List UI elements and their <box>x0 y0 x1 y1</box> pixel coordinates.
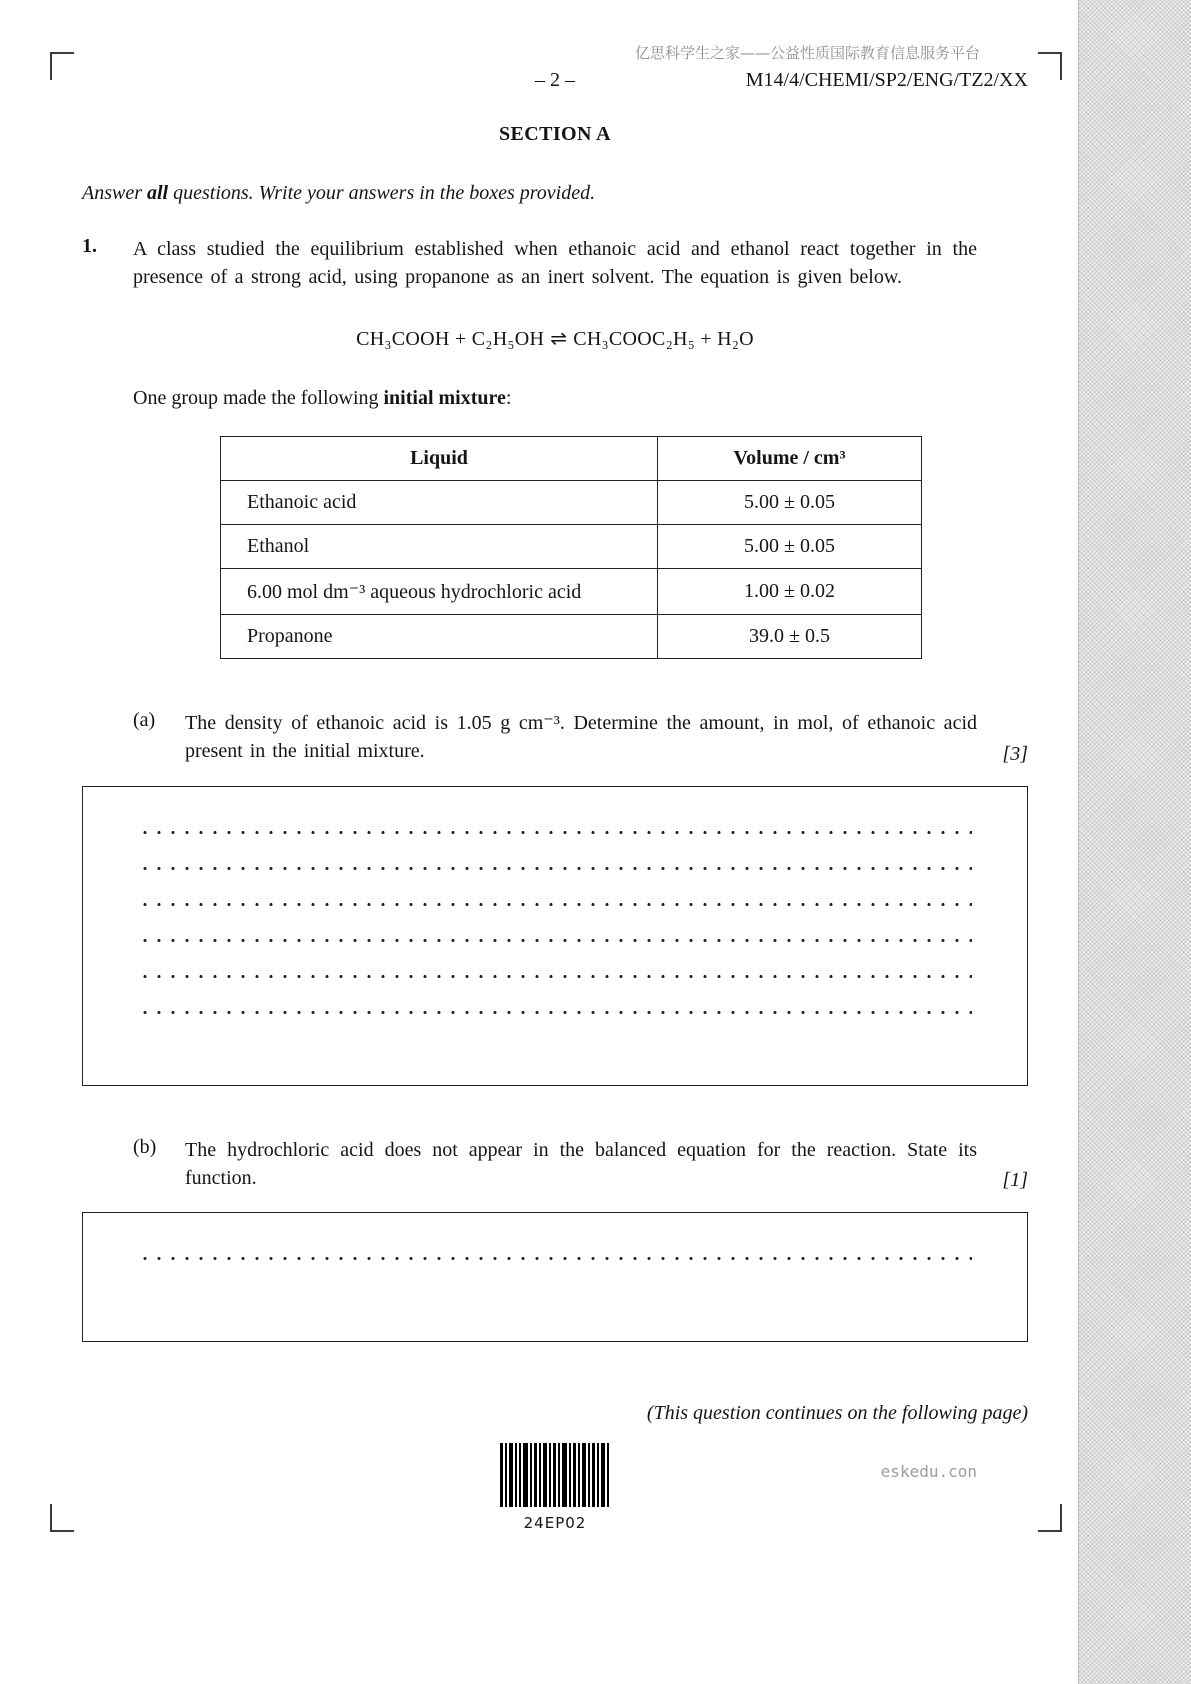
part-b-text: The hydrochloric acid does not appear in the balanced equation for the reaction. State its function. <box>185 1138 977 1189</box>
equation-left-side: CH₃COOH + C₂H₅OH <box>356 327 545 350</box>
question-1 <box>82 235 1028 292</box>
answer-box-part-b <box>82 1212 1028 1342</box>
mixture-prefix: One group made the following <box>133 386 384 409</box>
eskedu-watermark: eskedu.con <box>880 1462 977 1481</box>
equation-right-side: CH₃COOC₂H₅ + H₂O <box>573 327 754 350</box>
instructions-suffix: questions. Write your answers in the boxes provided. <box>168 182 596 204</box>
table-cell-volume: 5.00 ± 0.05 <box>658 480 922 524</box>
answer-line <box>138 831 972 834</box>
question-1a <box>82 709 1028 766</box>
table-row <box>221 480 922 524</box>
table-cell-volume: 1.00 ± 0.02 <box>658 568 922 614</box>
answer-line <box>138 903 972 906</box>
answer-box-part-a <box>82 786 1028 1086</box>
page-content <box>82 0 1028 1532</box>
answer-line <box>138 1257 972 1260</box>
table-header-row <box>221 436 922 480</box>
chemical-equation <box>82 326 1028 351</box>
instructions-prefix: Answer <box>82 182 147 204</box>
column-header-volume: Volume / cm³ <box>658 436 922 480</box>
answer-line <box>138 975 972 978</box>
instructions-line <box>82 182 1028 205</box>
part-a-label: (a) <box>133 708 156 731</box>
table-row <box>221 524 922 568</box>
chinese-watermark-header: 亿思科学生之家——公益性质国际教育信息服务平台 <box>634 44 980 62</box>
scanned-page-edge-texture <box>1078 0 1191 1684</box>
section-title: SECTION A <box>499 123 611 145</box>
page-number: – 2 – <box>535 69 575 91</box>
table-cell-volume: 5.00 ± 0.05 <box>658 524 922 568</box>
equilibrium-arrow: ⇌ <box>550 327 568 350</box>
crop-mark-top-left <box>50 52 74 80</box>
part-b-label: (b) <box>133 1135 157 1158</box>
table-cell-liquid: 6.00 mol dm⁻³ aqueous hydrochloric acid <box>221 568 658 614</box>
crop-mark-bottom-left <box>50 1504 74 1532</box>
table-cell-volume: 39.0 ± 0.5 <box>658 614 922 658</box>
continuation-note: (This question continues on the following page) <box>646 1402 1028 1425</box>
table-cell-liquid: Propanone <box>221 614 658 658</box>
table-cell-liquid: Ethanol <box>221 524 658 568</box>
answer-line <box>138 939 972 942</box>
table-row <box>221 614 922 658</box>
initial-mixture-table <box>220 436 922 659</box>
part-a-text: The density of ethanoic acid is 1.05 g cm⁻³. Determine the amount, in mol, of ethanoic acid present in the initial mixture. <box>185 711 977 763</box>
barcode <box>500 1443 610 1507</box>
mixture-bold: initial mixture <box>383 386 506 409</box>
answer-line <box>138 867 972 870</box>
question-1b <box>82 1136 1028 1193</box>
crop-mark-top-right <box>1038 52 1062 80</box>
initial-mixture-line <box>133 387 1028 410</box>
question-1-intro: A class studied the equilibrium established when ethanoic acid and ethanol react together in the presence of a strong acid, using propanone as an inert solvent. The equation is given below. <box>133 238 977 289</box>
barcode-block <box>490 1443 620 1532</box>
crop-mark-bottom-right <box>1038 1504 1062 1532</box>
mixture-suffix: : <box>505 386 512 409</box>
paper-code: M14/4/CHEMI/SP2/ENG/TZ2/XX <box>745 69 1028 91</box>
part-a-marks: [3] <box>1002 742 1028 765</box>
table-cell-liquid: Ethanoic acid <box>221 480 658 524</box>
column-header-liquid: Liquid <box>221 436 658 480</box>
table-row <box>221 568 922 614</box>
answer-line <box>138 1011 972 1014</box>
part-b-marks: [1] <box>1002 1169 1028 1192</box>
instructions-bold-word: all <box>147 182 169 204</box>
question-1-number: 1. <box>82 235 97 257</box>
page-header-row <box>82 69 1028 95</box>
barcode-label: 24EP02 <box>523 1514 587 1533</box>
